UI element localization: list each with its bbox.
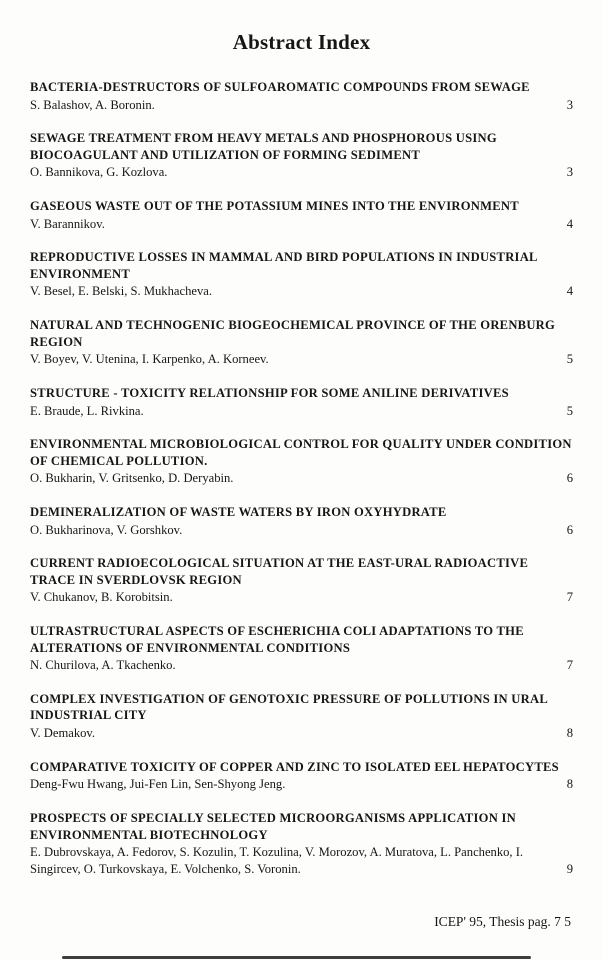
abstract-page-number: 8: [566, 777, 573, 792]
abstract-meta-row: [30, 776, 573, 793]
abstract-entry: [30, 79, 573, 113]
abstract-meta-row: [30, 403, 573, 420]
abstract-title: DEMINERALIZATION OF WASTE WATERS BY IRON OXYHYDRATE: [30, 504, 447, 519]
abstract-meta-row: [30, 97, 573, 114]
abstract-entry: [30, 130, 573, 181]
abstract-title: PROSPECTS OF SPECIALLY SELECTED MICROORGANISMS APPLICATION IN ENVIRONMENTAL BIOTECHNOLOGY: [30, 810, 516, 842]
page-title: Abstract Index: [232, 30, 371, 54]
abstract-page-number: 4: [566, 284, 573, 299]
abstract-title: COMPARATIVE TOXICITY OF COPPER AND ZINC TO ISOLATED EEL HEPATOCYTES: [30, 759, 559, 774]
page-footer: ICEP' 95, Thesis pag. 7 5: [434, 914, 571, 929]
abstract-authors: V. Barannikov.: [30, 216, 105, 231]
abstract-authors: O. Bannikova, G. Kozlova.: [30, 165, 168, 180]
abstract-entry: [30, 810, 573, 877]
abstract-meta-row: [30, 164, 573, 181]
abstract-title: ULTRASTRUCTURAL ASPECTS OF ESCHERICHIA COLI ADAPTATIONS TO THE ALTERATIONS OF ENVIRONMENTAL CONDITIONS: [30, 624, 524, 655]
abstract-page-number: 7: [566, 658, 573, 673]
abstract-page-number: 4: [566, 216, 573, 231]
abstract-authors: N. Churilova, A. Tkachenko.: [30, 658, 176, 673]
abstract-authors: E. Dubrovskaya, A. Fedorov, S. Kozulin, T. Kozulina, V. Morozov, A. Muratova, L. Panchenko, I. Singircev, O. Turkovskaya, E. Volchenko, S. Voronin.: [30, 845, 524, 876]
abstract-meta-row: [30, 283, 573, 300]
abstract-meta-row: [30, 351, 573, 368]
abstract-authors: V. Demakov.: [30, 726, 96, 741]
abstract-entry: [30, 555, 573, 606]
abstract-page-number: 3: [566, 165, 573, 180]
abstract-authors: E. Braude, L. Rivkina.: [30, 403, 144, 418]
abstract-title: COMPLEX INVESTIGATION OF GENOTOXIC PRESSURE OF POLLUTIONS IN URAL INDUSTRIAL CITY: [30, 691, 548, 723]
abstract-title: NATURAL AND TECHNOGENIC BIOGEOCHEMICAL PROVINCE OF THE ORENBURG REGION: [30, 318, 556, 349]
abstract-meta-row: [30, 844, 573, 877]
abstract-authors: V. Besel, E. Belski, S. Mukhacheva.: [30, 284, 213, 299]
abstract-meta-row: [30, 470, 573, 487]
abstract-title: ENVIRONMENTAL MICROBIOLOGICAL CONTROL FOR QUALITY UNDER CONDITION OF CHEMICAL POLLUTION.: [30, 437, 572, 468]
abstract-meta-row: [30, 216, 573, 233]
abstract-page-number: 8: [566, 726, 573, 741]
abstract-page-number: 6: [566, 522, 573, 537]
abstract-authors: V. Chukanov, B. Korobitsin.: [30, 590, 173, 605]
abstract-meta-row: [30, 589, 573, 606]
abstract-index-list: [30, 79, 573, 877]
abstract-meta-row: [30, 657, 573, 674]
abstract-authors: O. Bukharinova, V. Gorshkov.: [30, 522, 183, 537]
abstract-page-number: 6: [566, 471, 573, 486]
scan-edge-artifact: [62, 956, 531, 959]
abstract-title: SEWAGE TREATMENT FROM HEAVY METALS AND PHOSPHOROUS USING BIOCOAGULANT AND UTILIZATION OF FORMING SEDIMENT: [30, 131, 497, 162]
abstract-entry: [30, 249, 573, 300]
abstract-entry: [30, 759, 573, 793]
abstract-entry: [30, 691, 573, 742]
abstract-page-number: 3: [566, 97, 573, 112]
abstract-title: REPRODUCTIVE LOSSES IN MAMMAL AND BIRD POPULATIONS IN INDUSTRIAL ENVIRONMENT: [30, 250, 537, 281]
abstract-entry: [30, 385, 573, 419]
abstract-meta-row: [30, 725, 573, 742]
abstract-title: CURRENT RADIOECOLOGICAL SITUATION AT THE EAST-URAL RADIOACTIVE TRACE IN SVERDLOVSK REGION: [30, 556, 529, 587]
abstract-title: STRUCTURE - TOXICITY RELATIONSHIP FOR SOME ANILINE DERIVATIVES: [30, 385, 509, 400]
abstract-authors: S. Balashov, A. Boronin.: [30, 97, 155, 112]
abstract-page-number: 5: [566, 352, 573, 367]
abstract-title: BACTERIA-DESTRUCTORS OF SULFOAROMATIC COMPOUNDS FROM SEWAGE: [30, 80, 530, 94]
abstract-authors: V. Boyev, V. Utenina, I. Karpenko, A. Korneev.: [30, 352, 269, 367]
abstract-authors: Deng-Fwu Hwang, Jui-Fen Lin, Sen-Shyong Jeng.: [30, 777, 286, 792]
abstract-page-number: 7: [566, 590, 573, 605]
abstract-page-number: 9: [566, 861, 573, 876]
abstract-entry: [30, 198, 573, 232]
abstract-meta-row: [30, 522, 573, 539]
abstract-title: GASEOUS WASTE OUT OF THE POTASSIUM MINES INTO THE ENVIRONMENT: [30, 199, 519, 214]
abstract-entry: [30, 436, 573, 487]
abstract-entry: [30, 623, 573, 674]
abstract-page-number: 5: [566, 403, 573, 418]
abstract-entry: [30, 504, 573, 538]
abstract-entry: [30, 317, 573, 368]
abstract-authors: O. Bukharin, V. Gritsenko, D. Deryabin.: [30, 471, 234, 486]
